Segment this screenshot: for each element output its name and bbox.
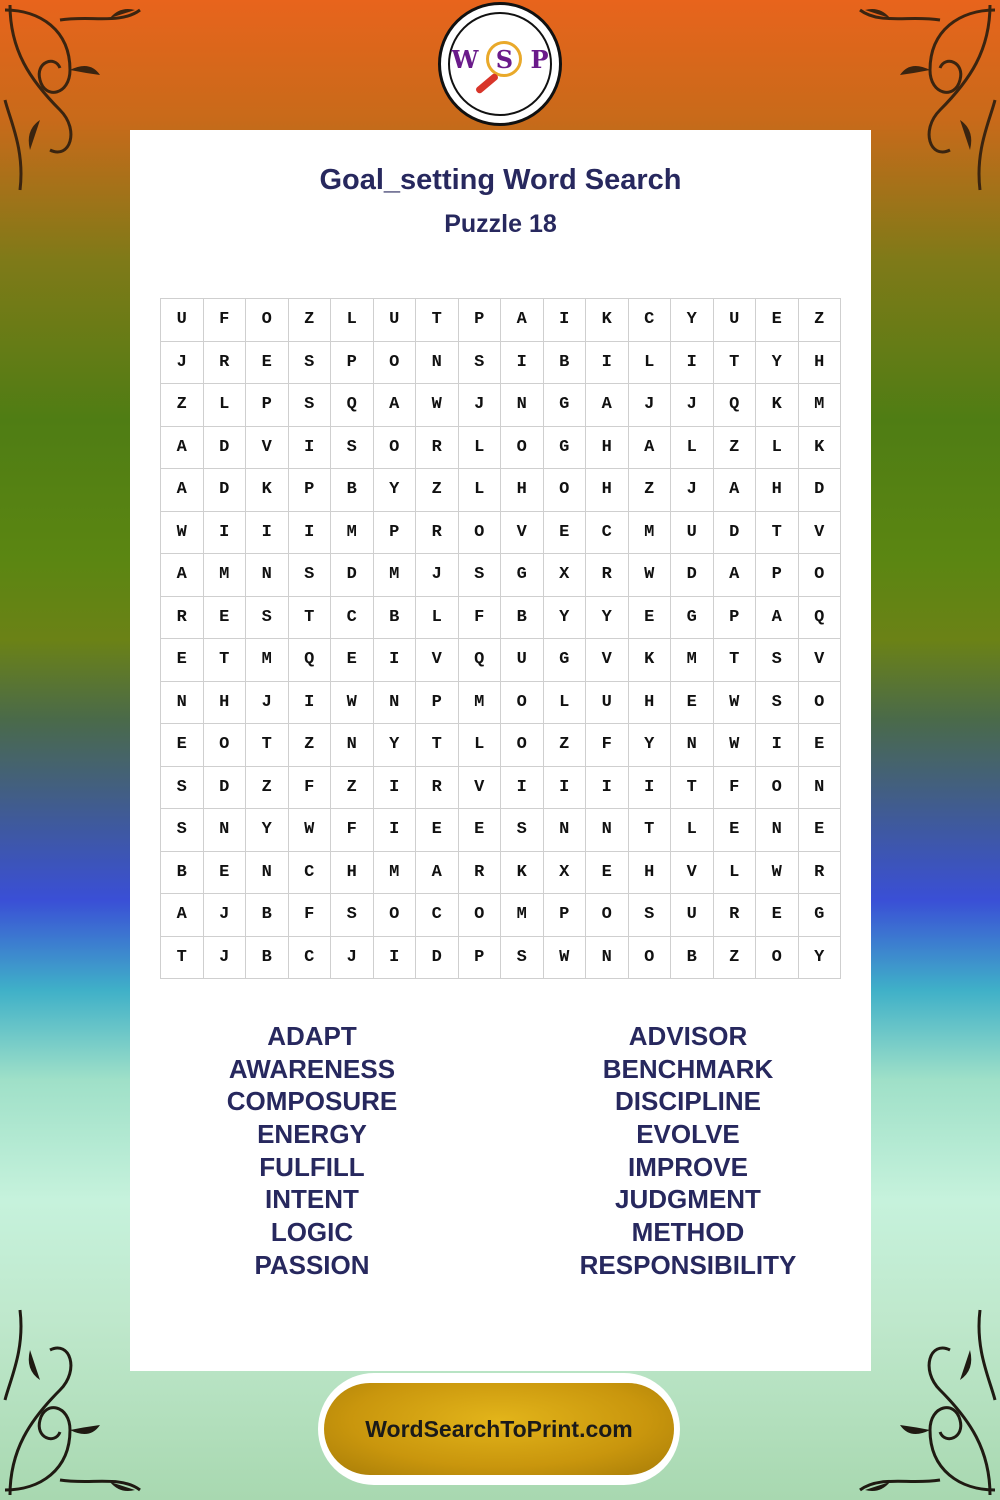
grid-cell[interactable]: W (544, 937, 587, 980)
grid-cell[interactable]: S (331, 427, 374, 470)
grid-cell[interactable]: Y (374, 469, 417, 512)
grid-cell[interactable]: Z (289, 724, 332, 767)
grid-cell[interactable]: D (416, 937, 459, 980)
grid-cell[interactable]: Q (714, 384, 757, 427)
grid-cell[interactable]: B (331, 469, 374, 512)
word-item: JUDGMENT (615, 1184, 761, 1215)
grid-cell[interactable]: I (204, 512, 247, 555)
grid-cell[interactable]: T (671, 767, 714, 810)
grid-cell[interactable]: T (756, 512, 799, 555)
grid-cell[interactable]: B (246, 937, 289, 980)
grid-cell[interactable]: J (416, 554, 459, 597)
grid-cell[interactable]: S (459, 554, 502, 597)
grid-cell[interactable]: J (671, 469, 714, 512)
grid-cell[interactable]: I (544, 767, 587, 810)
grid-cell[interactable]: A (714, 554, 757, 597)
grid-cell[interactable]: F (714, 767, 757, 810)
word-item: METHOD (631, 1217, 745, 1248)
grid-cell[interactable]: M (629, 512, 672, 555)
grid-cell[interactable]: E (544, 512, 587, 555)
grid-cell[interactable]: I (374, 809, 417, 852)
grid-cell[interactable]: I (289, 427, 332, 470)
grid-cell[interactable]: R (714, 894, 757, 937)
grid-cell[interactable]: Z (331, 767, 374, 810)
grid-cell[interactable]: F (289, 894, 332, 937)
grid-cell[interactable]: D (331, 554, 374, 597)
grid-cell[interactable]: S (501, 809, 544, 852)
grid-cell[interactable]: P (246, 384, 289, 427)
grid-cell[interactable]: H (756, 469, 799, 512)
grid-cell[interactable]: D (671, 554, 714, 597)
grid-cell[interactable]: L (671, 427, 714, 470)
grid-cell[interactable]: K (756, 384, 799, 427)
grid-cell[interactable]: V (671, 852, 714, 895)
grid-cell[interactable]: O (629, 937, 672, 980)
grid-cell[interactable]: L (204, 384, 247, 427)
grid-cell[interactable]: W (714, 724, 757, 767)
grid-cell[interactable]: K (246, 469, 289, 512)
grid-cell[interactable]: H (799, 342, 842, 385)
grid-cell[interactable]: I (671, 342, 714, 385)
grid-cell[interactable]: L (629, 342, 672, 385)
grid-cell[interactable]: F (331, 809, 374, 852)
grid-cell[interactable]: R (204, 342, 247, 385)
grid-cell[interactable]: O (756, 937, 799, 980)
grid-cell[interactable]: N (671, 724, 714, 767)
grid-cell[interactable]: R (416, 427, 459, 470)
grid-cell[interactable]: K (799, 427, 842, 470)
grid-cell[interactable]: J (671, 384, 714, 427)
grid-cell[interactable]: P (331, 342, 374, 385)
grid-cell[interactable]: L (459, 724, 502, 767)
grid-cell[interactable]: S (331, 894, 374, 937)
grid-cell[interactable]: A (629, 427, 672, 470)
grid-cell[interactable]: E (799, 724, 842, 767)
grid-cell[interactable]: A (161, 427, 204, 470)
grid-cell[interactable]: W (756, 852, 799, 895)
grid-cell[interactable]: S (459, 342, 502, 385)
grid-cell[interactable]: H (629, 852, 672, 895)
grid-cell[interactable]: A (161, 554, 204, 597)
grid-cell[interactable]: J (204, 894, 247, 937)
word-item: ADVISOR (628, 1021, 748, 1051)
grid-cell[interactable]: U (714, 299, 757, 342)
word-item: AWARENESS (228, 1053, 396, 1084)
grid-cell[interactable]: O (204, 724, 247, 767)
grid-cell[interactable]: A (586, 384, 629, 427)
grid-cell[interactable]: N (586, 809, 629, 852)
site-link-button[interactable] (318, 1373, 680, 1485)
grid-cell[interactable]: N (161, 682, 204, 725)
grid-cell[interactable]: D (799, 469, 842, 512)
grid-cell[interactable]: O (374, 342, 417, 385)
grid-cell[interactable]: N (756, 809, 799, 852)
grid-cell[interactable]: R (416, 767, 459, 810)
grid-cell[interactable]: G (799, 894, 842, 937)
grid-cell[interactable]: D (714, 512, 757, 555)
grid-cell[interactable]: R (161, 597, 204, 640)
grid-cell[interactable]: A (161, 894, 204, 937)
grid-cell[interactable]: T (246, 724, 289, 767)
grid-cell[interactable]: G (671, 597, 714, 640)
grid-cell[interactable]: A (714, 469, 757, 512)
grid-cell[interactable]: O (544, 469, 587, 512)
grid-cell[interactable]: O (586, 894, 629, 937)
puzzle-card (130, 130, 871, 1371)
grid-cell[interactable]: G (544, 384, 587, 427)
grid-cell[interactable]: K (501, 852, 544, 895)
grid-cell[interactable]: Y (671, 299, 714, 342)
word-item: LOGIC (270, 1217, 354, 1248)
grid-cell[interactable]: O (501, 427, 544, 470)
grid-cell[interactable]: O (756, 767, 799, 810)
word-item: PASSION (254, 1249, 370, 1280)
grid-cell[interactable]: A (756, 597, 799, 640)
grid-cell[interactable]: A (374, 384, 417, 427)
grid-cell[interactable]: H (629, 682, 672, 725)
grid-cell[interactable]: A (161, 469, 204, 512)
grid-cell[interactable]: W (161, 512, 204, 555)
grid-cell[interactable]: M (374, 852, 417, 895)
grid-cell[interactable]: E (204, 597, 247, 640)
grid-cell[interactable]: Z (799, 299, 842, 342)
grid-cell[interactable]: N (331, 724, 374, 767)
grid-cell[interactable]: B (544, 342, 587, 385)
grid-cell[interactable]: C (629, 299, 672, 342)
grid-cell[interactable]: T (714, 342, 757, 385)
grid-cell[interactable]: V (799, 639, 842, 682)
grid-cell[interactable]: Y (629, 724, 672, 767)
word-item: IMPROVE (628, 1151, 748, 1182)
grid-cell[interactable]: T (416, 724, 459, 767)
grid-cell[interactable]: Y (586, 597, 629, 640)
grid-cell[interactable]: T (289, 597, 332, 640)
grid-cell[interactable]: J (459, 384, 502, 427)
grid-cell[interactable]: O (799, 682, 842, 725)
grid-cell[interactable]: E (714, 809, 757, 852)
grid-cell[interactable]: F (289, 767, 332, 810)
grid-cell[interactable]: X (544, 852, 587, 895)
word-item: DISCIPLINE (615, 1086, 761, 1117)
grid-cell[interactable]: Z (416, 469, 459, 512)
grid-cell[interactable]: C (586, 512, 629, 555)
grid-cell[interactable]: L (756, 427, 799, 470)
grid-cell[interactable]: C (289, 937, 332, 980)
grid-cell[interactable]: I (501, 342, 544, 385)
site-logo[interactable] (438, 2, 562, 126)
grid-cell[interactable]: M (671, 639, 714, 682)
grid-cell[interactable]: P (756, 554, 799, 597)
grid-cell[interactable]: Y (756, 342, 799, 385)
grid-cell[interactable]: Y (374, 724, 417, 767)
grid-cell[interactable]: L (459, 427, 502, 470)
grid-cell[interactable]: V (459, 767, 502, 810)
grid-cell[interactable]: T (161, 937, 204, 980)
grid-cell[interactable]: B (501, 597, 544, 640)
grid-cell[interactable]: L (459, 469, 502, 512)
grid-cell[interactable]: U (374, 299, 417, 342)
word-list-left (162, 1020, 462, 1282)
grid-cell[interactable]: A (501, 299, 544, 342)
logo-letter-p: P (530, 44, 549, 74)
grid-cell[interactable]: E (246, 342, 289, 385)
grid-cell[interactable]: O (459, 512, 502, 555)
grid-cell[interactable]: D (204, 427, 247, 470)
grid-cell[interactable]: B (246, 894, 289, 937)
grid-cell[interactable]: S (246, 597, 289, 640)
grid-cell[interactable]: W (629, 554, 672, 597)
grid-cell[interactable]: V (501, 512, 544, 555)
grid-cell[interactable]: T (204, 639, 247, 682)
grid-cell[interactable]: H (586, 427, 629, 470)
grid-cell[interactable]: Z (161, 384, 204, 427)
grid-cell[interactable]: W (289, 809, 332, 852)
grid-cell[interactable]: W (714, 682, 757, 725)
grid-cell[interactable]: C (416, 894, 459, 937)
grid-cell[interactable]: I (289, 512, 332, 555)
grid-cell[interactable]: I (586, 767, 629, 810)
grid-cell[interactable]: Y (246, 809, 289, 852)
grid-cell[interactable]: E (331, 639, 374, 682)
grid-cell[interactable]: I (374, 767, 417, 810)
grid-cell[interactable]: S (289, 342, 332, 385)
grid-cell[interactable]: O (246, 299, 289, 342)
grid-cell[interactable]: I (289, 682, 332, 725)
grid-cell[interactable]: E (586, 852, 629, 895)
grid-cell[interactable]: S (629, 894, 672, 937)
grid-cell[interactable]: I (756, 724, 799, 767)
grid-cell[interactable]: E (756, 894, 799, 937)
grid-cell[interactable]: I (629, 767, 672, 810)
grid-cell[interactable]: F (459, 597, 502, 640)
grid-cell[interactable]: V (799, 512, 842, 555)
grid-cell[interactable]: G (544, 427, 587, 470)
grid-cell[interactable]: L (416, 597, 459, 640)
grid-cell[interactable]: M (331, 512, 374, 555)
grid-cell[interactable]: Q (459, 639, 502, 682)
grid-cell[interactable]: Q (289, 639, 332, 682)
logo-letters (452, 41, 549, 77)
magnifier-icon (486, 41, 522, 77)
grid-cell[interactable]: E (416, 809, 459, 852)
puzzle-number: Puzzle 18 (444, 210, 557, 238)
grid-cell[interactable]: I (586, 342, 629, 385)
grid-cell[interactable]: P (416, 682, 459, 725)
word-item: ENERGY (257, 1119, 367, 1150)
grid-cell[interactable]: H (501, 469, 544, 512)
grid-cell[interactable]: S (161, 767, 204, 810)
grid-cell[interactable]: P (289, 469, 332, 512)
grid-cell[interactable]: Y (544, 597, 587, 640)
grid-cell[interactable]: J (246, 682, 289, 725)
grid-cell[interactable]: H (586, 469, 629, 512)
logo-letter-s: S (495, 44, 514, 74)
grid-cell[interactable]: V (586, 639, 629, 682)
grid-cell[interactable]: M (246, 639, 289, 682)
grid-cell[interactable]: S (756, 682, 799, 725)
grid-cell[interactable]: W (331, 682, 374, 725)
grid-cell[interactable]: P (374, 512, 417, 555)
grid-cell[interactable]: T (714, 639, 757, 682)
grid-cell[interactable]: H (331, 852, 374, 895)
grid-cell[interactable]: F (586, 724, 629, 767)
logo-letter-w: W (451, 44, 479, 74)
grid-cell[interactable]: G (501, 554, 544, 597)
grid-cell[interactable]: E (799, 809, 842, 852)
grid-cell[interactable]: P (459, 299, 502, 342)
grid-cell[interactable]: U (671, 512, 714, 555)
grid-cell[interactable]: P (459, 937, 502, 980)
grid-cell[interactable]: X (544, 554, 587, 597)
grid-cell[interactable]: I (501, 767, 544, 810)
grid-cell[interactable]: L (671, 809, 714, 852)
grid-cell[interactable]: I (544, 299, 587, 342)
word-item: EVOLVE (636, 1119, 740, 1150)
grid-cell[interactable]: N (501, 384, 544, 427)
grid-cell[interactable]: E (459, 809, 502, 852)
grid-cell[interactable]: N (246, 852, 289, 895)
grid-cell[interactable]: P (714, 597, 757, 640)
letter-grid[interactable] (160, 298, 841, 979)
grid-cell[interactable]: U (671, 894, 714, 937)
grid-cell[interactable]: R (416, 512, 459, 555)
word-item: COMPOSURE (226, 1086, 398, 1117)
word-list-right (538, 1020, 838, 1282)
grid-cell[interactable]: S (289, 384, 332, 427)
grid-cell[interactable]: M (459, 682, 502, 725)
grid-cell[interactable]: I (246, 512, 289, 555)
grid-cell[interactable]: C (331, 597, 374, 640)
grid-cell[interactable]: N (544, 809, 587, 852)
logo-ring (448, 12, 552, 116)
grid-cell[interactable]: S (501, 937, 544, 980)
grid-cell[interactable]: J (204, 937, 247, 980)
grid-cell[interactable]: O (501, 682, 544, 725)
grid-cell[interactable]: B (161, 852, 204, 895)
grid-cell[interactable]: D (204, 469, 247, 512)
grid-cell[interactable]: U (586, 682, 629, 725)
grid-cell[interactable]: L (714, 852, 757, 895)
grid-cell[interactable]: Z (629, 469, 672, 512)
grid-cell[interactable]: J (629, 384, 672, 427)
grid-cell[interactable]: B (374, 597, 417, 640)
grid-cell[interactable]: N (799, 767, 842, 810)
grid-cell[interactable]: O (501, 724, 544, 767)
grid-cell[interactable]: E (204, 852, 247, 895)
grid-cell[interactable]: K (629, 639, 672, 682)
grid-cell[interactable]: O (459, 894, 502, 937)
grid-cell[interactable]: J (161, 342, 204, 385)
grid-cell[interactable]: E (161, 639, 204, 682)
grid-cell[interactable]: N (246, 554, 289, 597)
page-title: Goal_setting Word Search (319, 164, 682, 196)
grid-cell[interactable]: F (204, 299, 247, 342)
grid-cell[interactable]: P (544, 894, 587, 937)
grid-cell[interactable]: M (204, 554, 247, 597)
grid-cell[interactable]: E (671, 682, 714, 725)
grid-cell[interactable]: I (374, 937, 417, 980)
grid-cell[interactable]: Z (289, 299, 332, 342)
grid-cell[interactable]: Q (331, 384, 374, 427)
grid-cell[interactable]: U (501, 639, 544, 682)
word-item: FULFILL (259, 1151, 365, 1182)
word-item: BENCHMARK (602, 1053, 774, 1084)
grid-cell[interactable]: M (799, 384, 842, 427)
grid-cell[interactable]: Q (799, 597, 842, 640)
grid-cell[interactable]: R (586, 554, 629, 597)
grid-cell[interactable]: E (161, 724, 204, 767)
grid-cell[interactable]: V (416, 639, 459, 682)
grid-cell[interactable]: Z (544, 724, 587, 767)
grid-cell[interactable]: E (629, 597, 672, 640)
word-item: ADAPT (267, 1021, 357, 1051)
grid-cell[interactable]: R (799, 852, 842, 895)
grid-cell[interactable]: V (246, 427, 289, 470)
word-item: RESPONSIBILITY (579, 1249, 797, 1280)
grid-cell[interactable]: U (161, 299, 204, 342)
grid-cell[interactable]: T (629, 809, 672, 852)
grid-cell[interactable]: H (204, 682, 247, 725)
grid-cell[interactable]: W (416, 384, 459, 427)
grid-cell[interactable]: O (374, 427, 417, 470)
site-link-label: WordSearchToPrint.com (324, 1383, 674, 1475)
grid-cell[interactable]: E (756, 299, 799, 342)
grid-cell[interactable]: S (161, 809, 204, 852)
grid-cell[interactable]: I (374, 639, 417, 682)
grid-cell[interactable]: M (501, 894, 544, 937)
grid-cell[interactable]: M (374, 554, 417, 597)
grid-cell[interactable]: K (586, 299, 629, 342)
grid-cell[interactable]: G (544, 639, 587, 682)
grid-cell[interactable]: L (331, 299, 374, 342)
grid-cell[interactable]: D (204, 767, 247, 810)
grid-cell[interactable]: Z (714, 937, 757, 980)
grid-cell[interactable]: O (374, 894, 417, 937)
grid-cell[interactable]: Y (799, 937, 842, 980)
grid-cell[interactable]: Z (714, 427, 757, 470)
grid-cell[interactable]: S (289, 554, 332, 597)
grid-cell[interactable]: C (289, 852, 332, 895)
grid-cell[interactable]: N (374, 682, 417, 725)
grid-cell[interactable]: T (416, 299, 459, 342)
grid-cell[interactable]: Z (246, 767, 289, 810)
grid-cell[interactable]: N (204, 809, 247, 852)
grid-cell[interactable]: R (459, 852, 502, 895)
grid-cell[interactable]: L (544, 682, 587, 725)
grid-cell[interactable]: N (416, 342, 459, 385)
grid-cell[interactable]: B (671, 937, 714, 980)
grid-cell[interactable]: O (799, 554, 842, 597)
grid-cell[interactable]: A (416, 852, 459, 895)
grid-cell[interactable]: S (756, 639, 799, 682)
grid-cell[interactable]: J (331, 937, 374, 980)
grid-cell[interactable]: N (586, 937, 629, 980)
word-item: INTENT (265, 1184, 359, 1215)
